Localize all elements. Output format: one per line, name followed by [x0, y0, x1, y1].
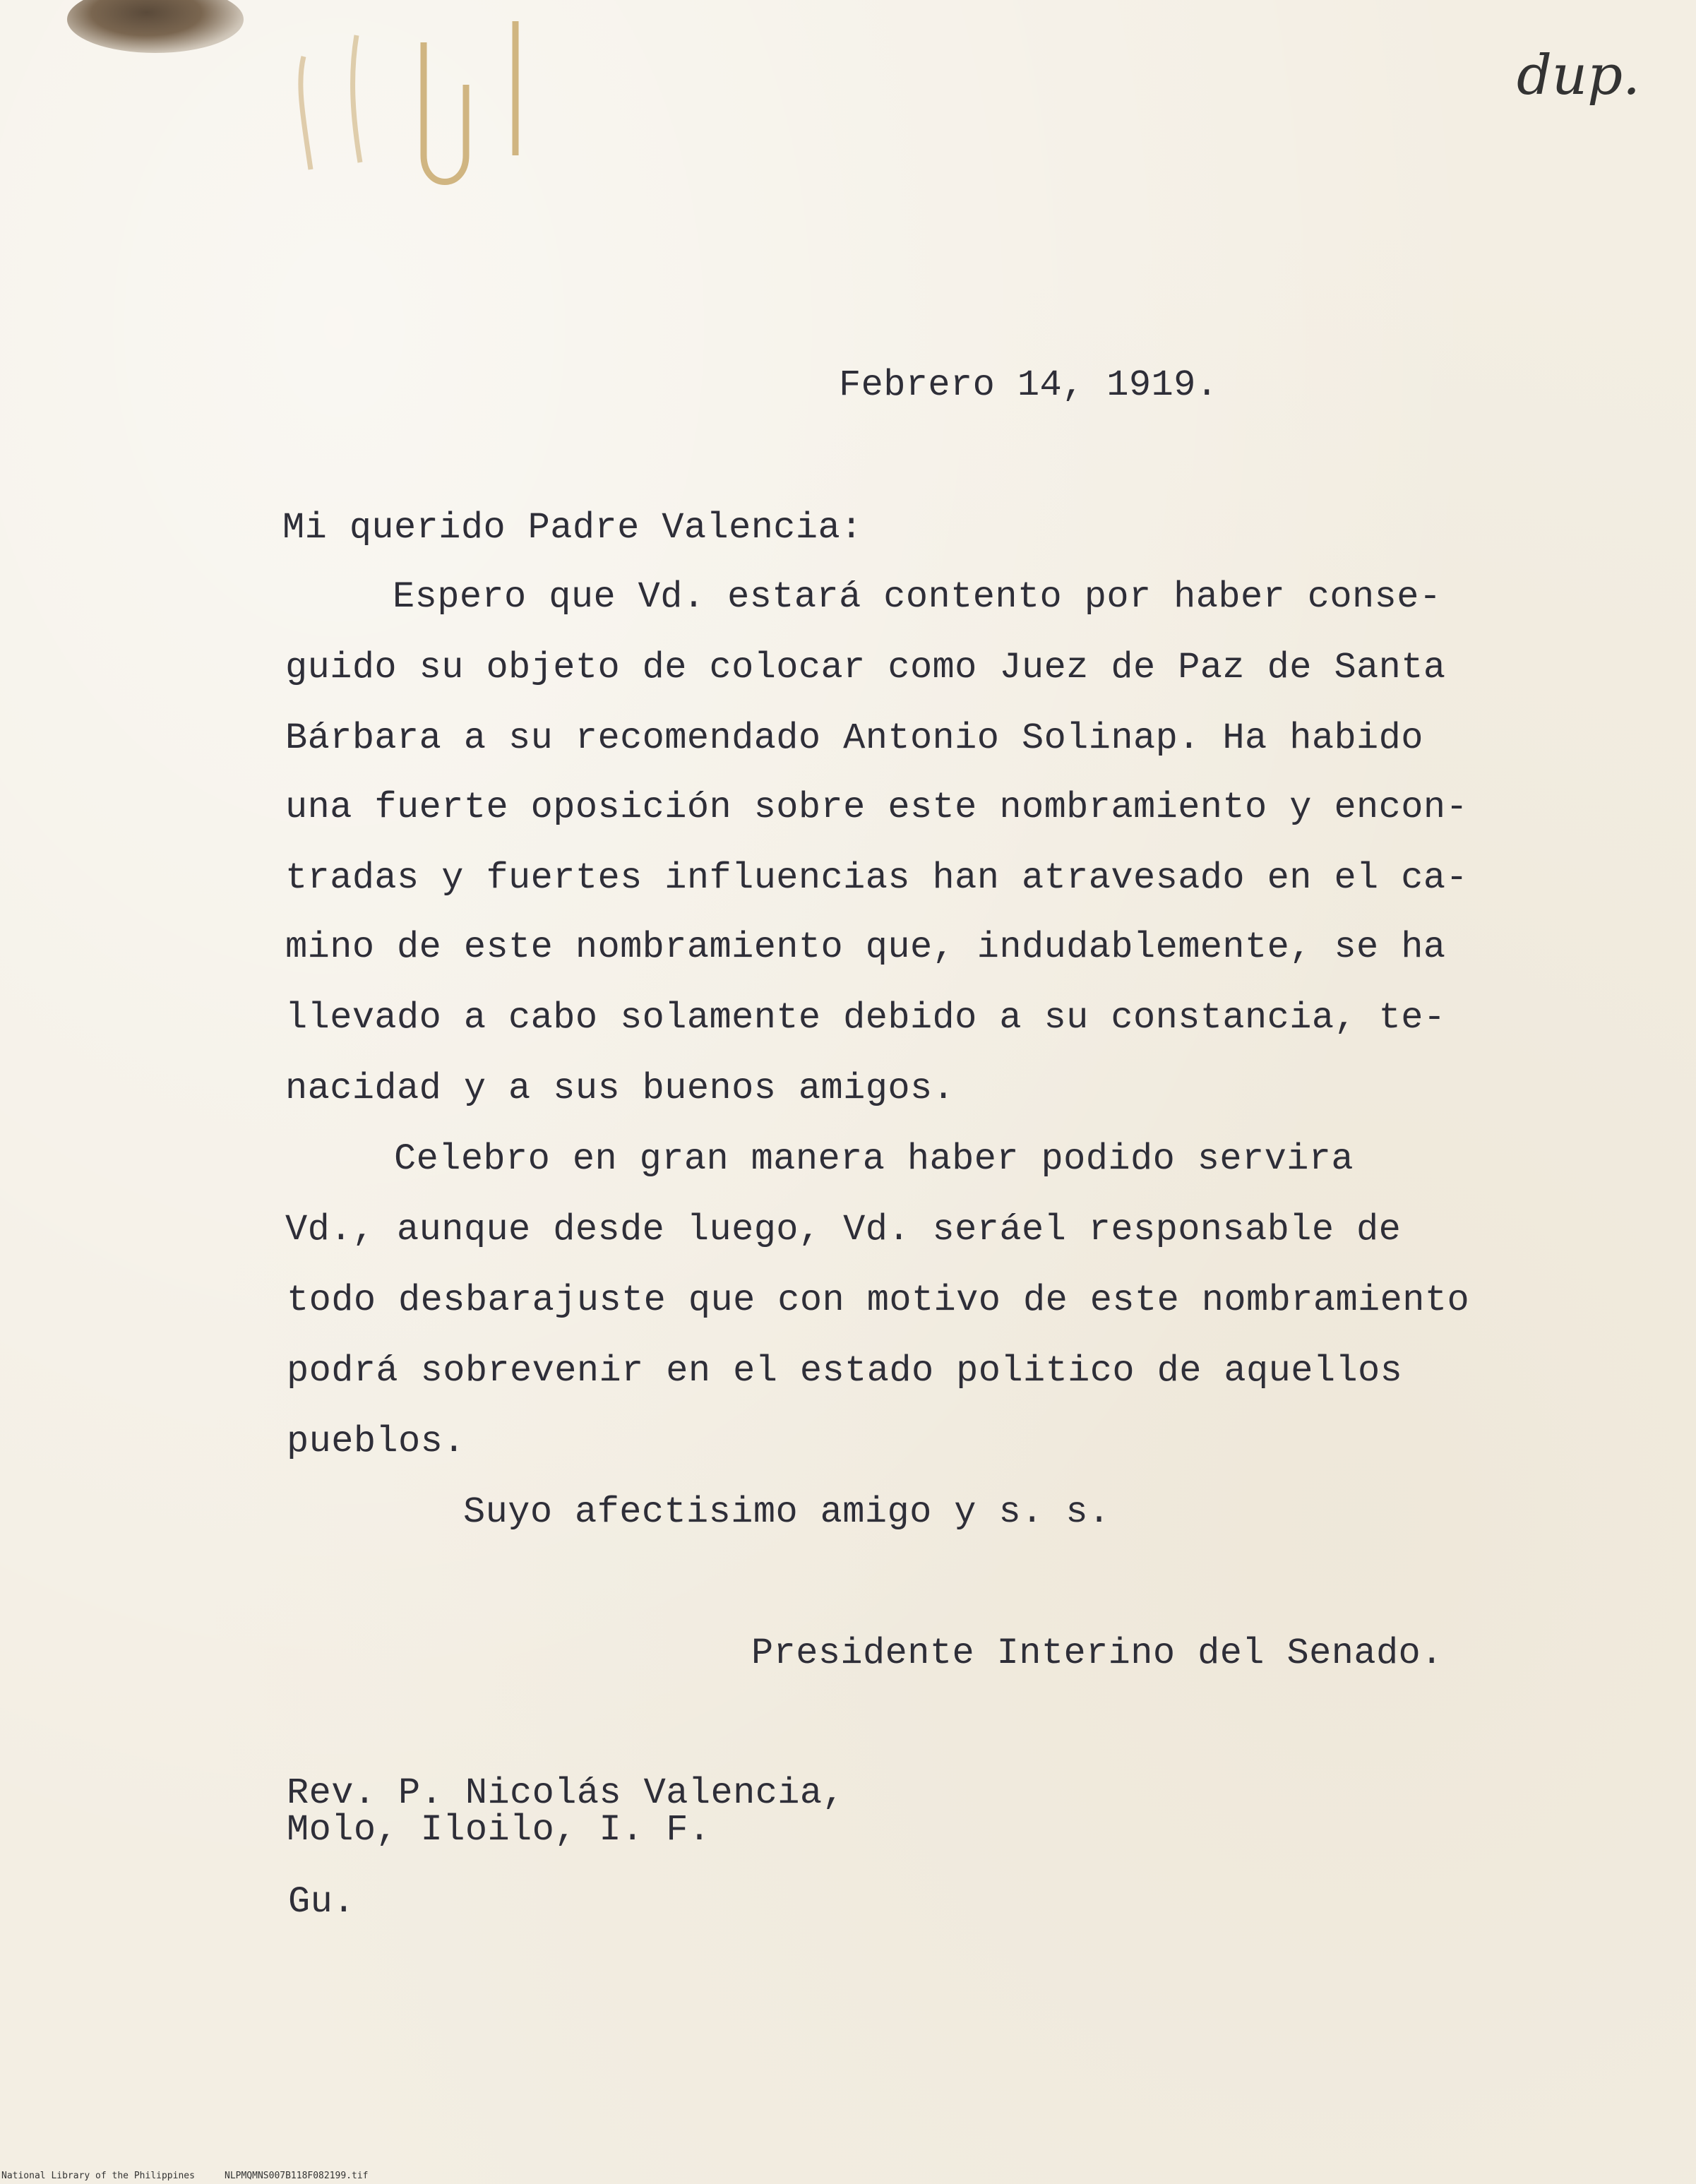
footer-filename: NLPMQMNS007B118F082199.tif	[225, 2171, 369, 2181]
paragraph-2-line: todo desbarajuste que con motivo de este nombramiento	[287, 1279, 1470, 1321]
signature-title: Presidente Interino del Senado.	[751, 1633, 1443, 1674]
paragraph-2-line: podrá sobrevenir en el estado politico de aquellos	[287, 1350, 1403, 1392]
paragraph-1-line: llevado a cabo solamente debido a su constancia, te-	[285, 997, 1446, 1039]
stain-mark	[67, 0, 244, 53]
paragraph-2-line: Vd., aunque desde luego, Vd. seráel responsable de	[285, 1209, 1402, 1251]
paragraph-1-line: una fuerte oposición sobre este nombramiento y encon-	[285, 787, 1469, 828]
paragraph-2-line: Celebro en gran manera haber podido servira	[394, 1138, 1354, 1180]
paragraph-1-line: Bárbara a su recomendado Antonio Solinap. Ha habido	[285, 717, 1423, 759]
footer-library: National Library of the Philippines	[1, 2171, 195, 2181]
closing: Suyo afectisimo amigo y s. s.	[463, 1491, 1111, 1533]
paragraph-2-line: pueblos.	[287, 1421, 465, 1462]
paragraph-1-line: nacidad y a sus buenos amigos.	[285, 1068, 955, 1109]
letter-date: Febrero 14, 1919.	[839, 364, 1219, 406]
paragraph-1-line: Espero que Vd. estará contento por haber conse-	[393, 576, 1442, 618]
recipient-line: Rev. P. Nicolás Valencia,	[287, 1772, 845, 1814]
recipient-line: Molo, Iloilo, I. F.	[287, 1809, 711, 1851]
paperclip-mark	[282, 14, 551, 198]
paragraph-1-line: guido su objeto de colocar como Juez de Paz de Santa	[285, 647, 1446, 688]
paragraph-1-line: tradas y fuertes influencias han atravesado en el ca-	[285, 857, 1469, 899]
paragraph-1-line: mino de este nombramiento que, indudablemente, se ha	[285, 926, 1446, 968]
handwritten-note: dup.	[1517, 44, 1640, 107]
salutation: Mi querido Padre Valencia:	[282, 507, 863, 549]
typist-initials: Gu.	[288, 1881, 355, 1923]
